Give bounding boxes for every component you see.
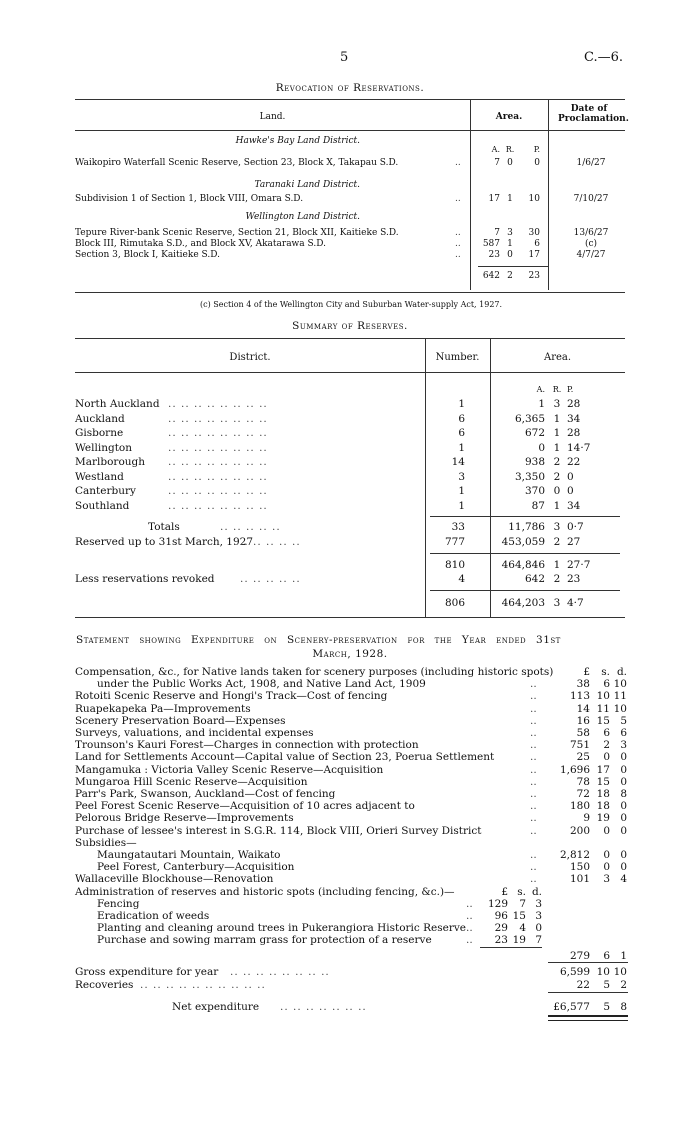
summary-top-rule (75, 338, 625, 339)
district-heading: Wellington Land District. (245, 212, 360, 222)
expenditure-item: Land for Settlements Account—Capital value of Section 23, Poerua Settlement (75, 751, 495, 764)
revocation-roods: 3 (507, 228, 513, 238)
dot-leader: .. .. .. .. .. .. .. .. .. .. (140, 979, 266, 992)
expenditure-shillings: 18 (596, 800, 610, 813)
revocation-bottom-rule (75, 292, 625, 293)
expenditure-pence: 0 (620, 775, 627, 788)
summary-reserved-number: 777 (444, 536, 465, 548)
revocation-date: 1/6/27 (576, 158, 606, 168)
expenditure-item: Surveys, valuations, and incidental expenses (75, 727, 314, 739)
expenditure-pence: 6 (620, 727, 627, 739)
dot-leader: .. (530, 690, 537, 703)
expenditure-shillings: 2 (603, 739, 610, 752)
dot-leader: .. .. .. .. .. .. .. .. (168, 427, 268, 439)
dot-leader: .. (530, 678, 537, 691)
revocation-land: Tepure River-bank Scenic Reserve, Section 21, Block XII, Kaitieke S.D. (75, 228, 399, 238)
revocation-footnote: (c) Section 4 of the Wellington City and Suburban Water-supply Act, 1927. (200, 300, 503, 309)
admin-pounds: 23 (494, 934, 508, 947)
revocation-roods: 0 (507, 158, 513, 168)
expenditure-shillings: 15 (596, 714, 610, 727)
summary-reserved-perches: 27 (567, 536, 581, 548)
summary-district: North Auckland (75, 398, 160, 410)
admin-shillings: 19 (512, 934, 526, 947)
revocation-acres: 23 (488, 250, 500, 260)
dot-leader: .. .. .. .. .. .. .. .. (168, 485, 268, 497)
dot-leader: .. (530, 775, 537, 788)
expenditure-item: Administration of reserves and historic spots (including fencing, &c.)— (75, 885, 455, 898)
summary-roods: 1 (553, 441, 561, 454)
revocation-acres: 587 (482, 239, 500, 249)
expenditure-shillings: 6 (603, 678, 610, 691)
dot-leader: .. .. .. .. .. (240, 573, 301, 585)
summary-header-area: Area. (543, 352, 572, 363)
expenditure-item: Peel Forest, Canterbury—Acquisition (97, 861, 295, 874)
summary-revoked-acres: 642 (524, 573, 545, 585)
summary-title: Summary of Reserves. (292, 320, 408, 332)
summary-revoked-perches: 23 (567, 573, 581, 585)
expenditure-shillings: 0 (603, 849, 610, 861)
expenditure-title: Statement showing Expenditure on Scenery-preservation for the Year ended 31st (76, 634, 561, 646)
expenditure-shillings: 11 (596, 702, 610, 715)
revocation-total-acres: 642 (482, 271, 500, 281)
summary-rule-3 (430, 590, 620, 591)
revocation-date: 13/6/27 (573, 228, 609, 238)
gross-shillings: 10 (596, 966, 610, 979)
summary-perches: 22 (567, 456, 581, 468)
revocation-top-rule (75, 99, 625, 100)
summary-roods: 3 (553, 398, 561, 410)
revocation-acres: 7 (494, 228, 500, 238)
expenditure-item: Pelorous Bridge Reserve—Improvements (75, 812, 294, 825)
expenditure-pounds: 9 (583, 812, 590, 825)
summary-district: Canterbury (75, 485, 136, 497)
summary-acres: 370 (524, 485, 545, 497)
expenditure-shillings: 18 (596, 788, 610, 800)
summary-roods: 0 (553, 485, 561, 497)
expenditure-pence: 11 (613, 690, 627, 703)
revocation-date: 4/7/27 (576, 250, 606, 260)
net-pounds: £6,577 (553, 1001, 590, 1014)
summary-acres: 87 (531, 499, 545, 512)
expenditure-pounds: 1,696 (559, 763, 590, 776)
admin-pence: 7 (535, 934, 542, 947)
recoveries-label: Recoveries (75, 979, 134, 992)
revocation-header-rule (75, 130, 625, 131)
summary-perches: 28 (567, 427, 581, 439)
summary-totals-number: 33 (451, 521, 465, 533)
expenditure-pence: 3 (620, 739, 627, 752)
expenditure-item: Rotoiti Scenic Reserve and Hongi's Track—Cost of fencing (75, 690, 388, 703)
expenditure-pounds: 72 (576, 788, 590, 800)
expenditure-unit: d. (616, 666, 627, 678)
expenditure-item: Scenery Preservation Board—Expenses (75, 714, 286, 727)
summary-perches: 34 (567, 412, 581, 425)
dot-leader: .. .. .. .. .. .. .. (280, 1001, 367, 1014)
expenditure-pounds: 751 (569, 739, 590, 752)
page-number: 5 (340, 50, 349, 65)
expenditure-item: Purchase of lessee's interest in S.G.R. 114, Block VIII, Orieri Survey District (75, 824, 482, 837)
summary-bottom-rule (75, 617, 625, 618)
revocation-land: Section 3, Block I, Kaitieke S.D. (75, 250, 220, 260)
summary-perches: 0 (567, 485, 574, 497)
summary-acres: 6,365 (514, 412, 545, 425)
expenditure-pence: 8 (620, 788, 627, 800)
gross-label: Gross expenditure for year (75, 966, 219, 979)
dot-leader: .. .. .. .. .. .. .. .. (168, 456, 268, 468)
summary-rule-2 (430, 553, 620, 554)
revocation-col-divider (470, 100, 471, 290)
expenditure-pounds: 101 (569, 873, 590, 886)
dot-leader: .. (466, 910, 473, 922)
dot-leader: .. (455, 239, 461, 249)
admin-rule (480, 947, 542, 948)
admin-item: Planting and cleaning around trees in Pukerangiora Historic Reserve (97, 922, 467, 935)
expenditure-pence: 0 (620, 849, 627, 861)
revocation-header-land: Land. (259, 112, 286, 122)
expenditure-pounds: 180 (569, 800, 590, 813)
revocation-perches: 17 (528, 250, 540, 260)
net-label: Net expenditure (172, 1001, 260, 1014)
expenditure-item: Subsidies— (75, 836, 137, 849)
expenditure-pounds: 38 (576, 678, 590, 691)
revocation-acres: 7 (494, 158, 500, 168)
expenditure-title-line2: March, 1928. (312, 648, 388, 660)
expenditure-pence: 0 (620, 861, 627, 874)
summary-final-perches: 4·7 (567, 597, 584, 609)
dot-leader: .. (530, 702, 537, 715)
revocation-roods: 1 (507, 194, 513, 204)
summary-totals-roods: 3 (553, 521, 561, 533)
revocation-date: (c) (584, 239, 598, 249)
expenditure-pence: 10 (613, 702, 627, 715)
summary-header-number: Number. (435, 352, 480, 363)
admin-shillings: 7 (519, 897, 526, 910)
revocation-perches: 0 (534, 158, 540, 168)
summary-revoked-roods: 2 (553, 573, 561, 585)
summary-perches: 14·7 (567, 441, 591, 454)
expenditure-item: Peel Forest Scenic Reserve—Acquisition of 10 acres adjacent to (75, 800, 415, 813)
admin-pounds: 96 (494, 910, 508, 922)
summary-roods: 2 (553, 470, 561, 483)
expenditure-pounds: 14 (576, 702, 590, 715)
expenditure-pounds: 58 (576, 727, 590, 739)
admin-pounds: 29 (494, 922, 508, 935)
recoveries-pounds: 22 (576, 979, 590, 992)
net-pence: 8 (620, 1001, 627, 1014)
summary-number: 1 (458, 398, 465, 410)
expenditure-pence: 0 (620, 763, 627, 776)
summary-unit: R. (552, 385, 562, 394)
revocation-perches: 6 (534, 239, 540, 249)
summary-revoked-number: 4 (458, 573, 465, 585)
summary-header-district: District. (229, 352, 271, 363)
summary-district: Westland (75, 470, 124, 483)
summary-subtotal-perches: 27·7 (567, 559, 591, 571)
summary-roods: 2 (553, 456, 561, 468)
revocation-roods: 0 (507, 250, 513, 260)
summary-acres: 1 (538, 398, 545, 410)
summary-roods: 1 (553, 427, 561, 439)
net-rule (548, 992, 628, 993)
admin-shillings: 4 (519, 922, 526, 935)
summary-totals-label: Totals (148, 521, 180, 533)
summary-number: 1 (458, 485, 465, 497)
dot-leader: .. (466, 922, 473, 935)
expenditure-shillings: 0 (603, 861, 610, 874)
expenditure-pence: 0 (620, 751, 627, 764)
summary-perches: 28 (567, 398, 581, 410)
district-heading: Hawke's Bay Land District. (235, 136, 360, 146)
dot-leader: .. (530, 751, 537, 764)
dot-leader: .. (530, 763, 537, 776)
summary-number: 1 (458, 499, 465, 512)
revocation-total-roods: 2 (507, 271, 513, 281)
admin-total-shillings: 6 (603, 950, 610, 963)
admin-unit: d. (531, 885, 542, 898)
summary-district: Wellington (75, 441, 133, 454)
admin-pence: 3 (535, 910, 542, 922)
expenditure-pence: 5 (620, 714, 627, 727)
summary-acres: 938 (524, 456, 545, 468)
revocation-roods: 1 (507, 239, 513, 249)
summary-col-divider (425, 339, 426, 617)
expenditure-pence: 4 (620, 873, 627, 886)
summary-col-divider (490, 339, 491, 617)
dot-leader: .. .. .. .. .. .. .. .. (168, 398, 268, 410)
summary-number: 3 (458, 470, 465, 483)
revocation-header-date: Date of Proclamation. (558, 104, 629, 124)
gross-rule (548, 962, 628, 963)
dot-leader: .. .. .. .. .. .. .. .. (168, 499, 268, 512)
revocation-land: Subdivision 1 of Section 1, Block VIII, Omara S.D. (75, 194, 304, 204)
gross-pounds: 6,599 (559, 966, 590, 979)
district-heading: Taranaki Land District. (254, 180, 360, 190)
admin-pence: 0 (535, 922, 542, 935)
summary-reserved-label: Reserved up to 31st March, 1927 (75, 536, 254, 548)
expenditure-item: Mungaroa Hill Scenic Reserve—Acquisition (75, 775, 308, 788)
expenditure-item: Ruapekapeka Pa—Improvements (75, 702, 251, 715)
admin-pounds: 129 (487, 897, 508, 910)
expenditure-shillings: 0 (603, 824, 610, 837)
expenditure-item: under the Public Works Act, 1908, and Native Land Act, 1909 (97, 678, 426, 691)
gross-pence: 10 (613, 966, 627, 979)
revocation-perches: 30 (528, 228, 540, 238)
summary-number: 1 (458, 441, 465, 454)
dot-leader: .. (466, 934, 473, 947)
expenditure-item: Trounson's Kauri Forest—Charges in connection with protection (75, 739, 419, 752)
summary-final-number: 806 (444, 597, 465, 609)
dot-leader: .. (530, 739, 537, 752)
dot-leader: .. (455, 194, 461, 204)
expenditure-unit: £ (583, 666, 590, 678)
summary-revoked-label: Less reservations revoked (75, 573, 215, 585)
dot-leader: .. (530, 861, 537, 874)
summary-unit: P. (567, 385, 574, 394)
summary-district: Gisborne (75, 427, 124, 439)
summary-rule-1 (430, 516, 620, 517)
dot-leader: .. (530, 727, 537, 739)
summary-perches: 34 (567, 499, 581, 512)
admin-total-pence: 1 (620, 950, 627, 963)
revocation-perches: 10 (528, 194, 540, 204)
net-shillings: 5 (603, 1001, 610, 1014)
summary-final-acres: 464,203 (501, 597, 545, 609)
expenditure-item: Mangamuka : Victoria Valley Scenic Reserve—Acquisition (75, 763, 384, 776)
net-double-rule (548, 1015, 628, 1021)
dot-leader: .. (455, 250, 461, 260)
summary-number: 14 (451, 456, 465, 468)
dot-leader: .. .. .. .. .. .. .. .. (168, 441, 268, 454)
summary-reserved-acres: 453,059 (501, 536, 545, 548)
summary-number: 6 (458, 412, 465, 425)
summary-number: 6 (458, 427, 465, 439)
expenditure-pounds: 200 (569, 824, 590, 837)
dot-leader: .. (466, 897, 473, 910)
revocation-land: Block III, Rimutaka S.D., and Block XV, Akatarawa S.D. (75, 239, 326, 249)
recoveries-pence: 2 (620, 979, 627, 992)
revocation-acres: 17 (488, 194, 500, 204)
expenditure-item: Maungatautari Mountain, Waikato (97, 849, 281, 861)
admin-unit: s. (517, 885, 526, 898)
summary-subtotal-roods: 1 (553, 559, 561, 571)
expenditure-shillings: 0 (603, 751, 610, 764)
summary-unit: A. (536, 385, 545, 394)
admin-item: Purchase and sowing marram grass for protection of a reserve (97, 934, 432, 947)
admin-item: Eradication of weeds (97, 910, 210, 922)
summary-totals-perches: 0·7 (567, 521, 584, 533)
dot-leader: .. (530, 800, 537, 813)
summary-reserved-roods: 2 (553, 536, 561, 548)
dot-leader: .. .. .. .. .. (220, 521, 281, 533)
summary-totals-acres: 11,786 (508, 521, 545, 533)
revocation-total-rule (478, 266, 548, 267)
admin-unit: £ (501, 885, 508, 898)
expenditure-shillings: 3 (603, 873, 610, 886)
expenditure-shillings: 15 (596, 775, 610, 788)
revocation-date: 7/10/27 (573, 194, 609, 204)
dot-leader: .. .. .. .. .. .. .. .. (230, 966, 330, 979)
summary-roods: 1 (553, 412, 561, 425)
dot-leader: .. (530, 714, 537, 727)
admin-pence: 3 (535, 897, 542, 910)
expenditure-pounds: 113 (569, 690, 590, 703)
summary-header-rule (75, 372, 625, 373)
unit-roods: R. (505, 145, 515, 154)
expenditure-item: Compensation, &c., for Native lands taken for scenery purposes (including historic spots) (75, 666, 554, 678)
dot-leader: .. .. .. .. .. (240, 536, 301, 548)
revocation-col-divider (548, 100, 549, 290)
summary-perches: 0 (567, 470, 574, 483)
dot-leader: .. (530, 824, 537, 837)
expenditure-unit: s. (601, 666, 610, 678)
recoveries-shillings: 5 (603, 979, 610, 992)
expenditure-shillings: 10 (596, 690, 610, 703)
summary-subtotal-number: 810 (444, 559, 465, 571)
summary-subtotal-acres: 464,846 (501, 559, 545, 571)
summary-district: Auckland (75, 412, 125, 425)
expenditure-shillings: 17 (596, 763, 610, 776)
expenditure-pence: 0 (620, 824, 627, 837)
expenditure-pounds: 150 (569, 861, 590, 874)
dot-leader: .. .. .. .. .. .. .. .. (168, 412, 268, 425)
expenditure-pounds: 16 (576, 714, 590, 727)
revocation-header-area: Area. (495, 112, 523, 122)
expenditure-item: Parr's Park, Swanson, Auckland—Cost of fencing (75, 788, 336, 800)
unit-acres: A. (491, 145, 500, 154)
summary-final-roods: 3 (553, 597, 561, 609)
expenditure-pence: 10 (613, 678, 627, 691)
admin-shillings: 15 (512, 910, 526, 922)
summary-roods: 1 (553, 499, 561, 512)
document-code: C.—6. (584, 50, 624, 65)
expenditure-pence: 0 (620, 812, 627, 825)
expenditure-item: Wallaceville Blockhouse—Renovation (75, 873, 274, 886)
admin-item: Fencing (97, 897, 140, 910)
expenditure-pounds: 78 (576, 775, 590, 788)
summary-district: Marlborough (75, 456, 146, 468)
dot-leader: .. (530, 873, 537, 886)
dot-leader: .. (455, 158, 461, 168)
dot-leader: .. (455, 228, 461, 238)
expenditure-shillings: 6 (603, 727, 610, 739)
dot-leader: .. (530, 812, 537, 825)
expenditure-pence: 0 (620, 800, 627, 813)
revocation-land: Waikopiro Waterfall Scenic Reserve, Section 23, Block X, Takapau S.D. (75, 158, 399, 168)
dot-leader: .. .. .. .. .. .. .. .. (168, 470, 268, 483)
unit-perches: P. (533, 145, 540, 154)
admin-total-pounds: 279 (569, 950, 590, 963)
summary-acres: 3,350 (514, 470, 545, 483)
revocation-title: Revocation of Reservations. (275, 82, 425, 94)
revocation-total-perches: 23 (528, 271, 540, 281)
summary-acres: 0 (538, 441, 545, 454)
summary-acres: 672 (524, 427, 545, 439)
expenditure-pounds: 2,812 (559, 849, 590, 861)
summary-district: Southland (75, 499, 130, 512)
dot-leader: .. (530, 849, 537, 861)
dot-leader: .. (530, 788, 537, 800)
expenditure-pounds: 25 (576, 751, 590, 764)
expenditure-shillings: 19 (596, 812, 610, 825)
